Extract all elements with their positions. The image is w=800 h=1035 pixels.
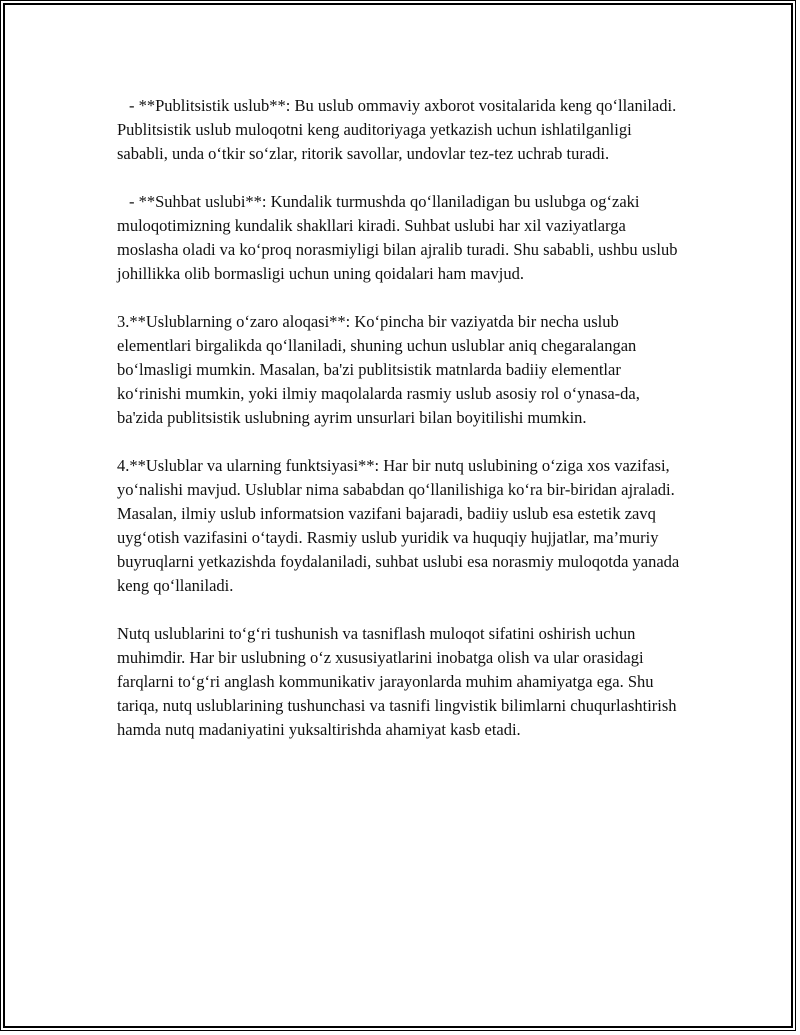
paragraph-publitsistik-uslub: - **Publitsistik uslub**: Bu uslub ommaviy axborot vositalarida keng qo‘llaniladi. Publitsistik uslub muloqotni keng auditoriyaga yetkazish uchun ishlatilganligi sababli, unda o‘tkir so‘zlar, ritorik savollar, undovlar tez-tez uchrab turadi. (117, 96, 677, 163)
paragraph-conclusion: Nutq uslublarini to‘g‘ri tushunish va tasniflash muloqot sifatini oshirish uchun muhimdir. Har bir uslubning o‘z xususiyatlarini inobatga olish va ular orasidagi farqlarni to‘g‘ri anglash kommunikativ jarayonlarda muhim ahamiyatga ega. Shu tariqa, nutq uslublarining tushunchasi va tasnifi lingvistik bilimlarni chuqurlashtirish hamda nutq madaniyatini yuksaltirishda ahamiyat kasb etadi. (117, 624, 677, 739)
paragraph-uslublarning-ozaro-aloqasi: 3.**Uslublarning o‘zaro aloqasi**: Ko‘pincha bir vaziyatda bir necha uslub elementlari birgalikda qo‘llaniladi, shuning uchun uslublar aniq chegaralangan bo‘lmasligi mumkin. Masalan, ba'zi publitsistik matnlarda badiiy elementlar ko‘rinishi mumkin, yoki ilmiy maqolalarda rasmiy uslub asosiy rol o‘ynasa-da, ba'zida publitsistik uslubning ayrim unsurlari bilan boyitilishi mumkin. (117, 312, 640, 427)
paragraph-suhbat-uslubi: - **Suhbat uslubi**: Kundalik turmushda qo‘llaniladigan bu uslubga og‘zaki muloqotimizning kundalik shakllari kiradi. Suhbat uslubi har xil vaziyatlarga moslasha oladi va ko‘proq norasmiyligi bilan ajralib turadi. Shu sababli, ushbu uslub johillikka olib bormasligi uchun uning qoidalari ham mavjud. (117, 192, 678, 283)
paragraph-uslublar-funktsiyasi: 4.**Uslublar va ularning funktsiyasi**: Har bir nutq uslubining o‘ziga xos vazifasi, yo‘nalishi mavjud. Uslublar nima sababdan qo‘llanilishiga ko‘ra bir-biridan ajraladi. Masalan, ilmiy uslub informatsion vazifani bajaradi, badiiy uslub esa estetik zavq uyg‘otish vazifasini o‘taydi. Rasmiy uslub yuridik va huquqiy hujjatlar, ma’muriy buyruqlarni yetkazishda foydalaniladi, suhbat uslubi esa norasmiy muloqotda yanada keng qo‘llaniladi. (117, 456, 680, 595)
document-body (117, 94, 685, 766)
